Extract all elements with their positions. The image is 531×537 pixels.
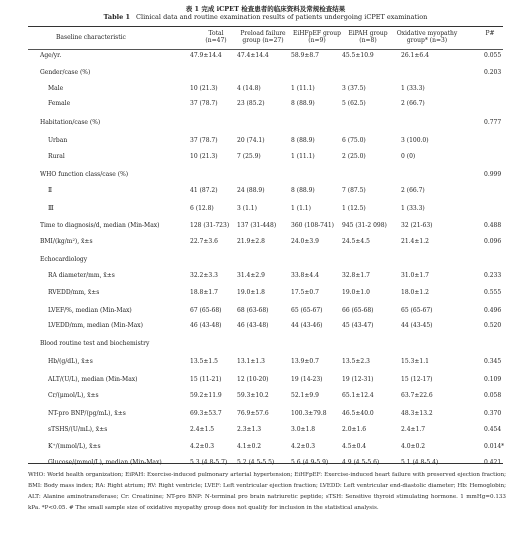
- table-cell: 59.3±10.2: [237, 392, 269, 399]
- table-cell: 65 (65-67): [291, 307, 323, 314]
- table-cell: 24.5±4.5: [342, 238, 370, 245]
- row-label: Ⅲ: [48, 205, 54, 212]
- table-cell: 48.3±13.2: [401, 410, 433, 417]
- p-value-cell: 0.999: [484, 171, 502, 178]
- row-label: Urban: [48, 137, 68, 144]
- table-cell: 37 (78.7): [190, 100, 218, 107]
- table-cell: 4.1±0.2: [237, 443, 262, 450]
- table-cell: 100.3±79.8: [291, 410, 327, 417]
- table-cell: 5.1 (4.8-5.4): [401, 459, 439, 466]
- table-cell: 1 (12.5): [342, 205, 366, 212]
- row-label: Echocardiology: [40, 256, 88, 263]
- table-cell: 24 (88.9): [237, 187, 265, 194]
- table-cell: 20 (74.1): [237, 137, 265, 144]
- table-cell: 22.7±3.6: [190, 238, 218, 245]
- table-cell: 31.0±1.7: [401, 272, 429, 279]
- table-cell: 2 (25.0): [342, 153, 366, 160]
- table-cell: 32.2±3.3: [190, 272, 218, 279]
- table-title-english: [0, 13, 531, 21]
- table-cell: 8 (88.9): [291, 100, 315, 107]
- table-cell: 4.2±0.3: [291, 443, 316, 450]
- header-col-baseline: [56, 34, 126, 41]
- table-cell: 945 (31-2 098): [342, 222, 387, 229]
- table-cell: 6 (75.0): [342, 137, 366, 144]
- table-cell: 26.1±6.4: [401, 52, 429, 59]
- row-label: K⁺/(mmol/L), x̄±s: [48, 443, 101, 450]
- row-label: LVEF/%, median (Min-Max): [48, 307, 132, 314]
- table-cell: 10 (21.3): [190, 85, 218, 92]
- row-label: Rural: [48, 153, 65, 160]
- table-cell: 44 (43-46): [291, 322, 323, 329]
- header-line: Total: [208, 30, 224, 37]
- row-label: LVEDD/mm, median (Min-Max): [48, 322, 143, 329]
- row-label: Age/yr.: [40, 52, 62, 59]
- row-label: Female: [48, 100, 71, 107]
- row-label: BMI/(kg/m²), x̄±s: [40, 238, 93, 245]
- table-cell: 7 (25.9): [237, 153, 261, 160]
- table-cell: 0 (0): [401, 153, 416, 160]
- p-value-cell: 0.014*: [484, 443, 505, 450]
- header-line: (n=8): [359, 37, 377, 44]
- table-cell: 19 (12-31): [342, 376, 374, 383]
- row-label: Gender/case (%): [40, 69, 91, 76]
- row-label: Time to diagnosis/d, median (Min-Max): [40, 222, 160, 229]
- table-cell: 1 (11.1): [291, 153, 315, 160]
- p-value-cell: 0.777: [484, 119, 502, 126]
- table-cell: 19.0±1.8: [237, 289, 265, 296]
- table-cell: 8 (88.9): [291, 137, 315, 144]
- table-cell: 46.5±40.0: [342, 410, 374, 417]
- header-line: P#: [485, 30, 495, 37]
- table-cell: 4.0±0.2: [401, 443, 426, 450]
- table-cell: 3 (100.0): [401, 137, 429, 144]
- table-cell: 1 (33.3): [401, 205, 425, 212]
- header-line: Baseline characteristic: [56, 34, 126, 41]
- table-cell: 3.0±1.8: [291, 426, 316, 433]
- table-cell: 4 (14.8): [237, 85, 261, 92]
- table-cell: 52.1±9.9: [291, 392, 319, 399]
- row-label: NT-pro BNP/(pg/mL), x̄±s: [48, 410, 126, 417]
- table-cell: 33.8±4.4: [291, 272, 319, 279]
- table-cell: 65 (65-67): [401, 307, 433, 314]
- p-value-cell: 0.370: [484, 410, 502, 417]
- header-col-p-value: [445, 30, 531, 37]
- table-header-rule: [28, 49, 503, 50]
- table-cell: 4.9 (4.5-5.6): [342, 459, 380, 466]
- table-cell: 66 (65-68): [342, 307, 374, 314]
- row-label: ALT/(U/L), median (Min-Max): [48, 376, 138, 383]
- table-cell: 137 (31-448): [237, 222, 277, 229]
- table-cell: 2.4±1.7: [401, 426, 426, 433]
- table-cell: 1 (33.3): [401, 85, 425, 92]
- table-cell: 1 (1.1): [291, 205, 311, 212]
- table-cell: 5 (62.5): [342, 100, 366, 107]
- table-cell: 4.2±0.3: [190, 443, 215, 450]
- table-cell: 13.5±2.3: [342, 358, 370, 365]
- table-cell: 10 (21.3): [190, 153, 218, 160]
- table-cell: 59.2±11.9: [190, 392, 222, 399]
- row-label: Glucose/(mmol/L), median (Min-Max): [48, 459, 162, 466]
- table-title-chinese: 表 1 完成 iCPET 检查患者的临床资料及常规检查结果: [185, 5, 346, 13]
- table-cell: 15.3±1.1: [401, 358, 429, 365]
- row-label: sTSHS/(U/mL), x̄±s: [48, 426, 108, 433]
- p-value-cell: 0.096: [484, 238, 502, 245]
- table-cell: 41 (87.2): [190, 187, 218, 194]
- table-cell: 44 (43-45): [401, 322, 433, 329]
- header-line: (n=9): [308, 37, 326, 44]
- table-cell: 46 (43-48): [237, 322, 269, 329]
- header-line: Preload failure: [240, 30, 286, 37]
- row-label: WHO function class/case (%): [40, 171, 129, 178]
- table-cell: 15 (11-21): [190, 376, 222, 383]
- table-cell: 69.3±53.7: [190, 410, 222, 417]
- table-cell: 13.5±1.5: [190, 358, 218, 365]
- table-cell: 3 (37.5): [342, 85, 366, 92]
- table-cell: 18.8±1.7: [190, 289, 218, 296]
- table-cell: 17.5±0.7: [291, 289, 319, 296]
- table-top-rule: [28, 26, 503, 27]
- row-label: RVEDD/mm, x̄±s: [48, 289, 100, 296]
- table-cell: 128 (31-723): [190, 222, 230, 229]
- table-cell: 2 (66.7): [401, 100, 425, 107]
- table-cell: 68 (63-68): [237, 307, 269, 314]
- table-cell: 5.3 (4.8-5.7): [190, 459, 228, 466]
- p-value-cell: 0.233: [484, 272, 502, 279]
- p-value-cell: 0.055: [484, 52, 502, 59]
- table-footnote: WHO: World health organization; EiPAH: Exercise-induced pulmonary arterial hypertension; EiHFpEF: Exercise-induced heart failure with preserved ejection fraction; BMI: Body mass index; RA: Right atrium; RV: Right ventricle; LVEF: Left ventricular ejection fraction; LVEDD: Left ventricular end-diastolic diameter; Hb: Hemoglobin; ALT: Alanine aminotransferase; Cr: Creatinine; NT-pro BNP: N-terminal pro brain natriuretic peptide; sTSH: Sensitive thyroid stimulating hormone. 1 mmHg=0.133 kPa. *P<0.05. # The small sample size of oxidative myopathy group does not qualify for inclusion in the statistical analysis.: [28, 472, 506, 511]
- p-value-cell: 0.203: [484, 69, 502, 76]
- table-cell: 360 (108-741): [291, 222, 334, 229]
- table-cell: 3 (1.1): [237, 205, 257, 212]
- table-cell: 6 (12.8): [190, 205, 214, 212]
- p-value-cell: 0.421: [484, 459, 502, 466]
- table-cell: 46 (43-48): [190, 322, 222, 329]
- table-cell: 19 (14-23): [291, 376, 323, 383]
- table-cell: 32 (21-63): [401, 222, 433, 229]
- table-cell: 15 (12-17): [401, 376, 433, 383]
- table-cell: 23 (85.2): [237, 100, 265, 107]
- table-number-label: Table 1: [103, 13, 131, 21]
- table-cell: 19.0±1.0: [342, 289, 370, 296]
- header-line: EiHFpEF group: [292, 30, 341, 37]
- table-cell: 58.9±8.7: [291, 52, 319, 59]
- table-cell: 45.5±10.9: [342, 52, 374, 59]
- table-cell: 21.4±1.2: [401, 238, 429, 245]
- table-caption: Clinical data and routine examination results of patients undergoing iCPET examination: [136, 13, 428, 21]
- table-cell: 47.4±14.4: [237, 52, 269, 59]
- p-value-cell: 0.520: [484, 322, 502, 329]
- table-cell: 67 (65-68): [190, 307, 222, 314]
- table-cell: 21.9±2.8: [237, 238, 265, 245]
- table-cell: 13.1±1.3: [237, 358, 265, 365]
- header-line: group* (n=3): [406, 37, 448, 44]
- table-cell: 24.0±3.9: [291, 238, 319, 245]
- table-cell: 12 (10-20): [237, 376, 269, 383]
- p-value-cell: 0.555: [484, 289, 502, 296]
- table-cell: 63.7±22.6: [401, 392, 433, 399]
- table-cell: 76.9±57.6: [237, 410, 269, 417]
- table-cell: 13.9±0.7: [291, 358, 319, 365]
- table-cell: 47.9±14.4: [190, 52, 222, 59]
- p-value-cell: 0.454: [484, 426, 502, 433]
- table-cell: 65.1±12.4: [342, 392, 374, 399]
- table-cell: 31.4±2.9: [237, 272, 265, 279]
- row-label: Habitation/case (%): [40, 119, 101, 126]
- header-line: EiPAH group: [348, 30, 388, 37]
- p-value-cell: 0.345: [484, 358, 502, 365]
- row-label: RA diameter/mm, x̄±s: [48, 272, 115, 279]
- header-line: (n=47): [205, 37, 227, 44]
- p-value-cell: 0.496: [484, 307, 502, 314]
- table-cell: 18.0±1.2: [401, 289, 429, 296]
- table-cell: 2.0±1.6: [342, 426, 367, 433]
- table-cell: 8 (88.9): [291, 187, 315, 194]
- table-cell: 2.4±1.5: [190, 426, 215, 433]
- p-value-cell: 0.109: [484, 376, 502, 383]
- p-value-cell: 0.488: [484, 222, 502, 229]
- table-cell: 2.3±1.3: [237, 426, 262, 433]
- table-cell: 1 (11.1): [291, 85, 315, 92]
- row-label: Blood routine test and biochemistry: [40, 340, 150, 347]
- table-cell: 37 (78.7): [190, 137, 218, 144]
- table-cell: 45 (43-47): [342, 322, 374, 329]
- table-cell: 2 (66.7): [401, 187, 425, 194]
- table-cell: 4.5±0.4: [342, 443, 367, 450]
- row-label: Cr/(μmol/L), x̄±s: [48, 392, 99, 399]
- table-cell: 5.6 (4.9-5.9): [291, 459, 329, 466]
- row-label: Ⅱ: [48, 187, 53, 194]
- row-label: Hb/(g/dL), x̄±s: [48, 358, 93, 365]
- row-label: Male: [48, 85, 64, 92]
- table-cell: 32.8±1.7: [342, 272, 370, 279]
- table-cell: 7 (87.5): [342, 187, 366, 194]
- table-cell: 5.2 (4.5-5.5): [237, 459, 275, 466]
- header-line: group (n=27): [242, 37, 284, 44]
- p-value-cell: 0.058: [484, 392, 502, 399]
- header-line: Oxidative myopathy: [396, 30, 458, 37]
